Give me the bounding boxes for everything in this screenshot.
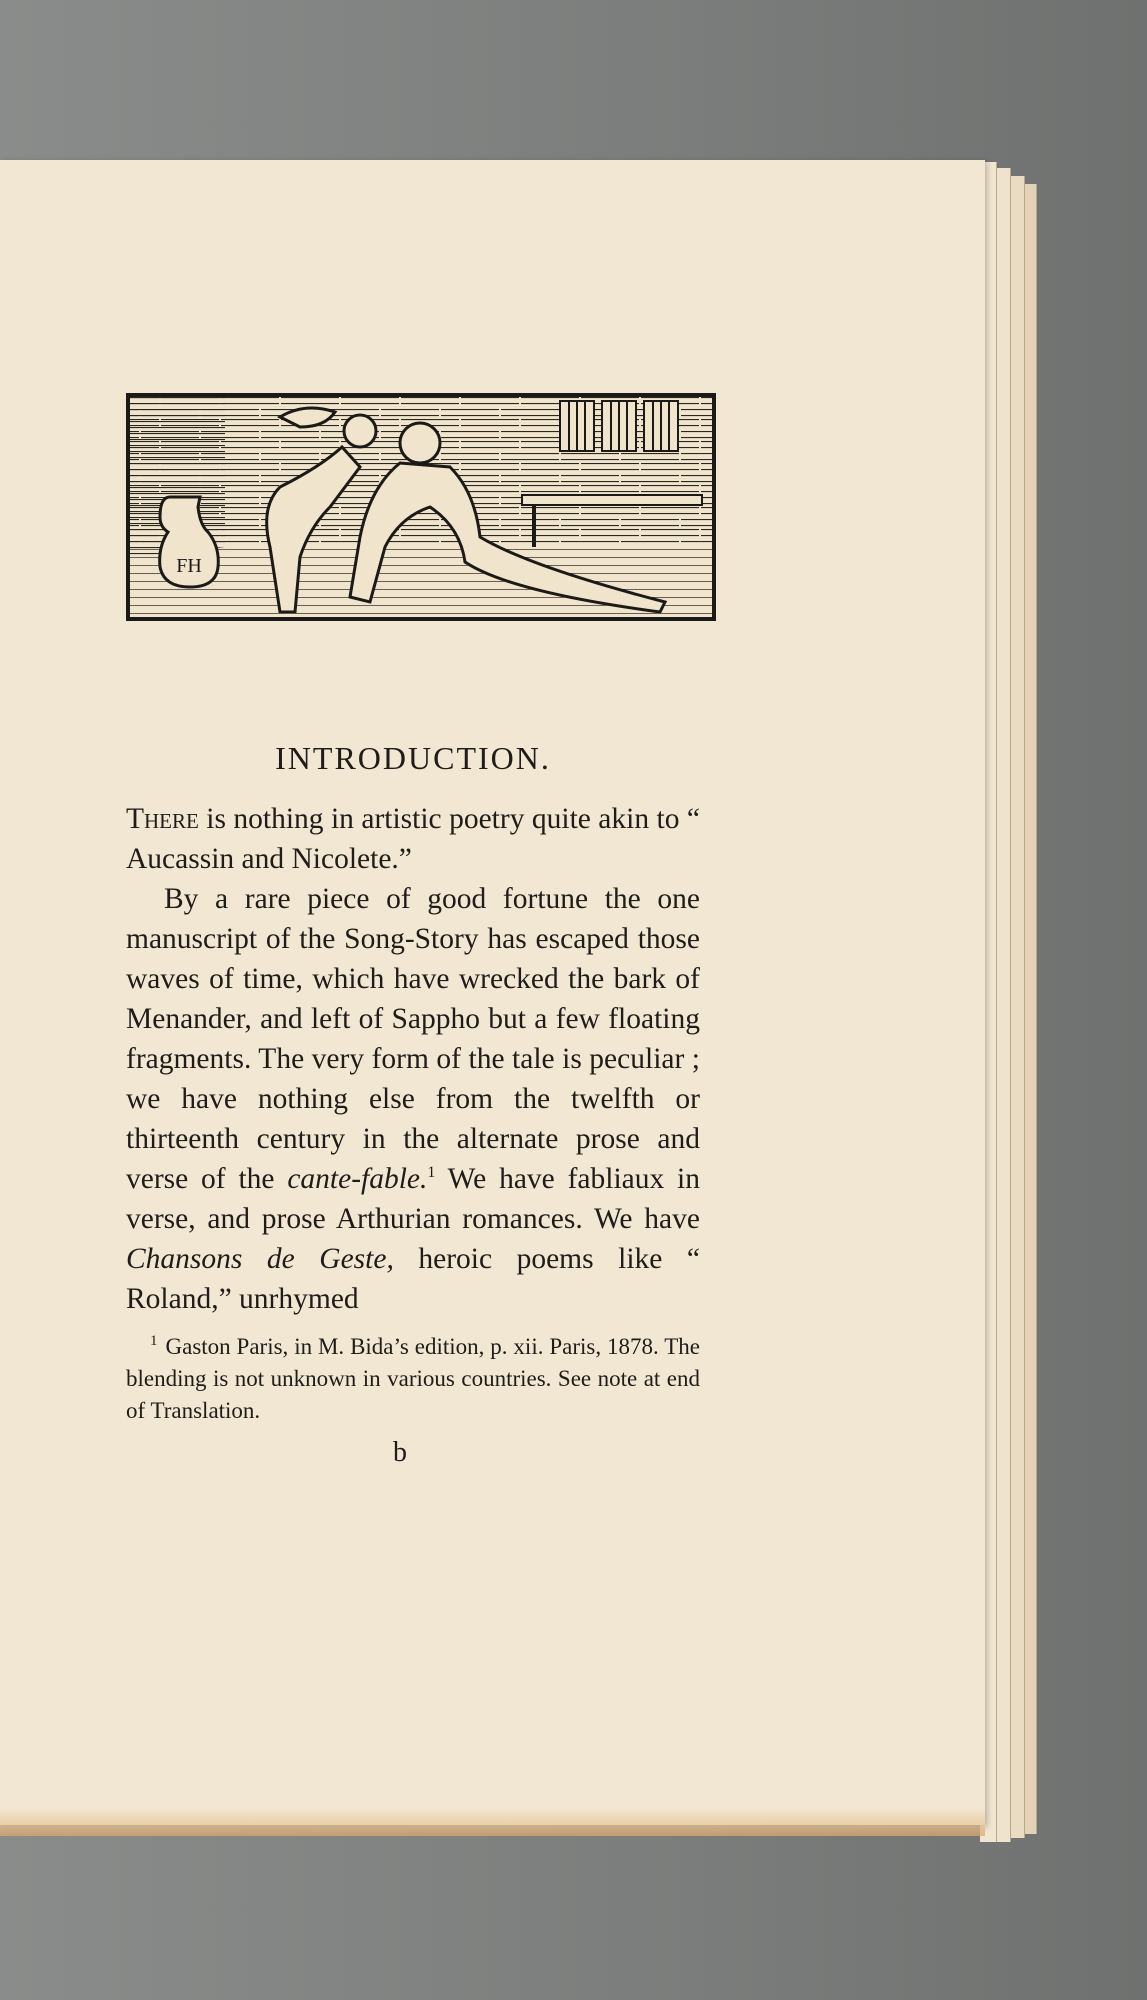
page-bottom-edge (0, 1808, 985, 1836)
paragraph-2-part2: We have fabliaux in verse, and prose Arthurian romances. We have (126, 1163, 700, 1235)
italic-cante-fable: cante-fable. (287, 1163, 428, 1195)
dropcap-word: There (126, 803, 199, 835)
paragraph-1-text: is nothing in artistic poetry quite akin to “ Aucassin and Nicolete.” (126, 803, 700, 875)
svg-text:FH: FH (176, 555, 202, 577)
woodcut-illustration-icon (126, 393, 716, 621)
woodcut-svg (130, 397, 712, 617)
page-text (126, 740, 700, 1469)
footnote-ref: 1 (427, 1164, 436, 1182)
italic-chansons: Chansons de Geste, (126, 1243, 394, 1275)
page-title: INTRODUCTION. (275, 740, 551, 776)
paragraph-2-part3: heroic poems like “ Roland,” unrhymed (126, 1243, 700, 1315)
footnote-marker: 1 (150, 1333, 158, 1350)
paragraph-2-part1: By a rare piece of good fortune the one manuscript of the Song-Story has escaped those waves of time, which have wrecked the bark of Menander, and left of Sappho but a few floating fragments. The very form of the tale is peculiar ; we have nothing else from the twelfth or thirteenth century in the alternate prose and verse of the (126, 883, 700, 1195)
footnote-text: Gaston Paris, in M. Bida’s edition, p. xii. Paris, 1878. The blending is not unknown in various countries. See note at end of Translation. (126, 1334, 700, 1423)
paragraph-2 (126, 879, 700, 1319)
footnote (126, 1331, 700, 1427)
signature-mark: b (393, 1437, 407, 1468)
paragraph-1 (126, 799, 700, 879)
